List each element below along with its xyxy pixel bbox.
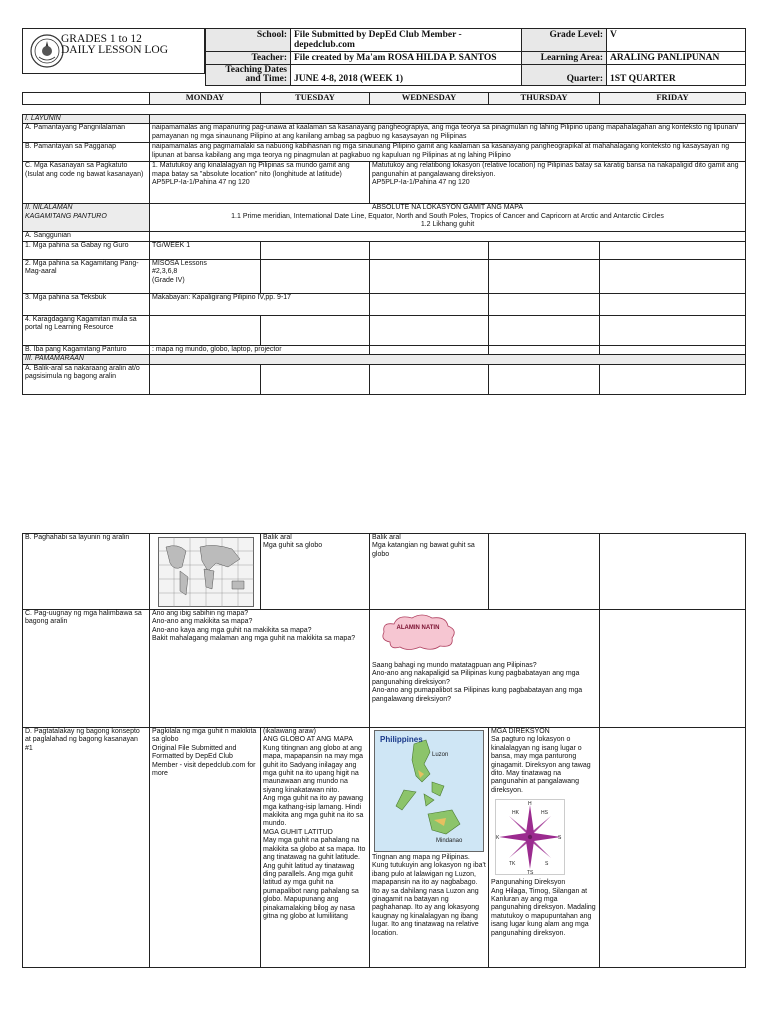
school-label: School:: [206, 29, 291, 52]
compass-rose-icon: [495, 799, 565, 875]
kasanayan-wednesday: Matutukoy ang relatibong lokasyon (relative location) ng Pilipinas batay sa karatig bansa na nakapaligid dito gamit ang pangunahin at pangalawang direksiyon. AP5PLP-Ia-1/Pahina 47 ng 120: [370, 162, 746, 204]
grade-level-label: Grade Level:: [522, 29, 607, 52]
alamin-natin-cloud: [378, 612, 458, 652]
lesson-table-part2: [22, 533, 746, 968]
map-label-mindanao: Mindanao: [436, 838, 463, 844]
school-value: File Submitted by DepEd Club Member - depedclub.com: [291, 29, 522, 52]
pagtatalakay-tuesday: (ikalawang araw) ANG GLOBO AT ANG MAPA Kung titingnan ang globo at ang mapa, mapapansin na may mga guhit ito Sadyang inilagay ang mga guhit na ito upang higit na maunawaan ang mundo na siyang kinakatawan nito. Ang mga guhit na ito ay pawang mga kathang-isip lamang. Hindi makikita ang mga guhit na ito sa mundo. MGA GUHIT LATITUD May mga guhit na pahalang na makikita sa globo at sa mapa. Ito ang tinatawag na guhit latitude. Ang guhit latitud ay tinatawag ding parallels. Ang mga guhit latitud ay mga guhit na pumapalibot nang pahalang sa globo. Mapupunang ang pinakamalaking bilog ay nasa gitna ng globo at lumiliitang: [261, 728, 370, 968]
compass-ne: HS: [541, 810, 548, 817]
world-map-image: [158, 537, 254, 607]
teacher-label: Teacher:: [206, 52, 291, 65]
iba-pang-kagamitan-label: B. Iba pang Kagamitang Panturo: [23, 345, 150, 354]
quarter-value: 1ST QUARTER: [607, 65, 746, 86]
pag-uugnay-monday: Ano ang ibig sabihin ng mapa? Ano-ano ang makikita sa mapa? Ano-ano kaya ang mga guhit na makikita sa mapa? Bakit mahalagang malaman ang mga guhit na makikita sa mapa?: [150, 610, 370, 728]
paghahabi-tuesday: Balik aral Mga guhit sa globo: [261, 534, 370, 610]
teacher-value: File created by Ma'am ROSA HILDA P. SANTOS: [291, 52, 522, 65]
pag-uugnay-wednesday: Saang bahagi ng mundo matatagpuan ang Pilipinas? Ano-ano ang nakapaligid sa Pilipinas kung pagbabatayan ang mga pangunahing direksiyon? Ano-ano ang pumapalibot sa Pilipinas kung pagbabatayan ang mga pangalawang direksiyon?: [372, 662, 583, 703]
pamamaraan-heading: III. PAMAMARAAN: [23, 355, 150, 364]
kagamitang-mag-aaral-label: 2. Mga pahina sa Kagamitang Pang-Mag-aaral: [23, 259, 150, 293]
pag-uugnay-label: C. Pag-uugnay ng mga halimbawa sa bagong aralin: [23, 610, 150, 728]
gabay-ng-guro-label: 1. Mga pahina sa Gabay ng Guro: [23, 241, 150, 259]
lesson-log-title-line2: DAILY LESSON LOG: [61, 44, 169, 56]
header-info-table: [205, 28, 746, 86]
kagamitang-panturo-heading: KAGAMITANG PANTURO: [25, 212, 107, 220]
compass-sw: TK: [509, 861, 516, 868]
balik-aral-label: A. Balik-aral sa nakaraang aralin at/o pagsisimula ng bagong aralin: [23, 364, 150, 394]
compass-e: S: [558, 835, 562, 842]
kasanayan-monday: 1. Matutukoy ang kinalalagyan ng Pilipinas sa mundo gamit ang mapa batay sa "absolute location" nito (longhitude at latitude) AP5PLP-Ia-1/Pahina 47 ng 120: [150, 162, 370, 204]
pagtatalakay-monday: Pagkilala ng mga guhit n makikita sa globo Original File Submitted and Formatted by DepEd Club Member - visit depedclub.com for more: [150, 728, 261, 968]
iba-pang-kagamitan-text: : mapa ng mundo, globo, laptop, projector: [150, 345, 370, 354]
teaching-dates-value: JUNE 4-8, 2018 (WEEK 1): [291, 65, 522, 86]
sanggunian-label: A. Sanggunian: [23, 232, 150, 241]
teksbuk-monday: Makabayan: Kapaligirang Pilipino IV,pp. 9-17: [150, 293, 370, 315]
day-thursday: THURSDAY: [489, 93, 600, 105]
learning-area-value: ARALING PANLIPUNAN: [607, 52, 746, 65]
pagtatalakay-thursday: MGA DIREKSYON Sa pagturo ng lokasyon o kinalalagyan ng isang lugar o bansa, may mga panturong ginagamit. Direksyon ang tawag dito. May tinatawag na pangunahin at pangalawang direksyon.: [491, 728, 591, 794]
teaching-dates-label: Teaching Dates and Time:: [206, 65, 291, 86]
nilalaman-subtopic-2: 1.2 Likhang guhit: [420, 221, 475, 229]
pamantayan-sa-pagganap-label: B. Pamantayan sa Pagganap: [23, 143, 150, 162]
pamantayan-sa-pagganap-text: naipamamalas ang pagmamalaki sa nabuong kabihasnan ng mga sinaunang Pilipino gamit ang kaalaman sa kasanayang pangheograpikal at mahahalagang konteksto ng kasaysayan ng lipunan at bansa kabilang ang mga teorya ng pinagmulan at pagkabuo ng kapuluan ng Pilipinas at ng lahing Pilipino: [150, 143, 746, 162]
nilalaman-topic: ABSOLUTE NA LOKASYON GAMIT ANG MAPA: [371, 204, 524, 212]
day-monday: MONDAY: [150, 93, 261, 105]
compass-n: H: [528, 801, 532, 808]
cloud-text: ALAMIN NATIN: [396, 625, 440, 631]
compass-nw: HK: [512, 810, 519, 817]
deped-seal-icon: [29, 33, 65, 69]
learning-area-label: Learning Area:: [522, 52, 607, 65]
paghahabi-wednesday: Balik aral Mga katangian ng bawat guhit sa globo: [370, 534, 489, 610]
kagamitang-mag-aaral-monday: MISOSA Lessons #2,3,6,8 (Grade IV): [150, 259, 261, 293]
lesson-table-part1: [22, 114, 746, 395]
pamantayang-pangnilalaman-label: A. Pamantayang Pangnilalaman: [23, 124, 150, 143]
paghahabi-label: B. Paghahabi sa layunin ng aralin: [23, 534, 150, 610]
map-title: Philippines: [380, 735, 423, 744]
day-wednesday: WEDNESDAY: [370, 93, 489, 105]
pagtatalakay-label: D. Pagtatalakay ng bagong konsepto at paglalahad ng bagong kasanayan #1: [23, 728, 150, 968]
day-tuesday: TUESDAY: [261, 93, 370, 105]
layunin-heading: I. LAYUNIN: [23, 115, 150, 124]
nilalaman-heading: II. NILALAMAN: [25, 204, 73, 212]
nilalaman-subtopic-1: 1.1 Prime meridian, International Date Line, Equator, North and South Poles, Tropics of Cancer and Capricorn at Arctic and Antarctic Circles: [231, 212, 664, 220]
kasanayan-label: C. Mga Kasanayan sa Pagkatuto (Isulat ang code ng bawat kasanayan): [23, 162, 150, 204]
compass-s: TS: [527, 870, 534, 876]
gabay-ng-guro-monday: TG/WEEK 1: [150, 241, 261, 259]
pamantayang-pangnilalaman-text: naipamamalas ang mapanuring pag-unawa at kaalaman sa kasanayang pangheograpiya, ang mga teorya sa pinagmulan ng lahing Pilipino upang mapahalagahan ang konteksto ng lipunan/ pamayanan ng mga sinaunang Pilipino at ang kanilang ambag sa pagbuo ng kasaysayan ng Pilipinas: [150, 124, 746, 143]
day-friday: FRIDAY: [600, 93, 746, 105]
lesson-log-title-line1: GRADES 1 to 12: [61, 33, 142, 45]
pagtatalakay-thursday-2: Pangunahing Direksyon Ang Hilaga, Timog, Silangan at Kanluran ay ang mga pangunahing direksyon. Madaling matutukoy o mapupuntahan ang isang lugar kung alam ang mga pangunahing direksyon.: [491, 879, 596, 937]
teksbuk-label: 3. Mga pahina sa Teksbuk: [23, 293, 150, 315]
compass-se: S: [545, 861, 549, 868]
compass-w: K: [496, 835, 500, 842]
header-logo-block: [22, 28, 205, 74]
map-label-luzon: Luzon: [432, 752, 449, 758]
philippines-map-image: [374, 730, 484, 852]
quarter-label: Quarter:: [522, 65, 607, 86]
pagtatalakay-wednesday: Tingnan ang mapa ng Pilipinas. Kung tutukuyin ang lokasyon ng iba't ibang pulo at lalawigan ng Luzon, mapapansin na ito ay nagbabago. Ito ay sa dahilang nasa Luzon ang ginagamit na batayan ng paghahanap. Ito ay ang lokasyong kaugnay ng kinalalagyan ng ibang lugar. Ito ang tinatawag na relative location.: [372, 854, 486, 937]
grade-level-value: V: [607, 29, 746, 52]
day-header-row: [22, 92, 746, 105]
karagdagang-kagamitan-label: 4. Karagdagang Kagamitan mula sa portal ng Learning Resource: [23, 315, 150, 345]
